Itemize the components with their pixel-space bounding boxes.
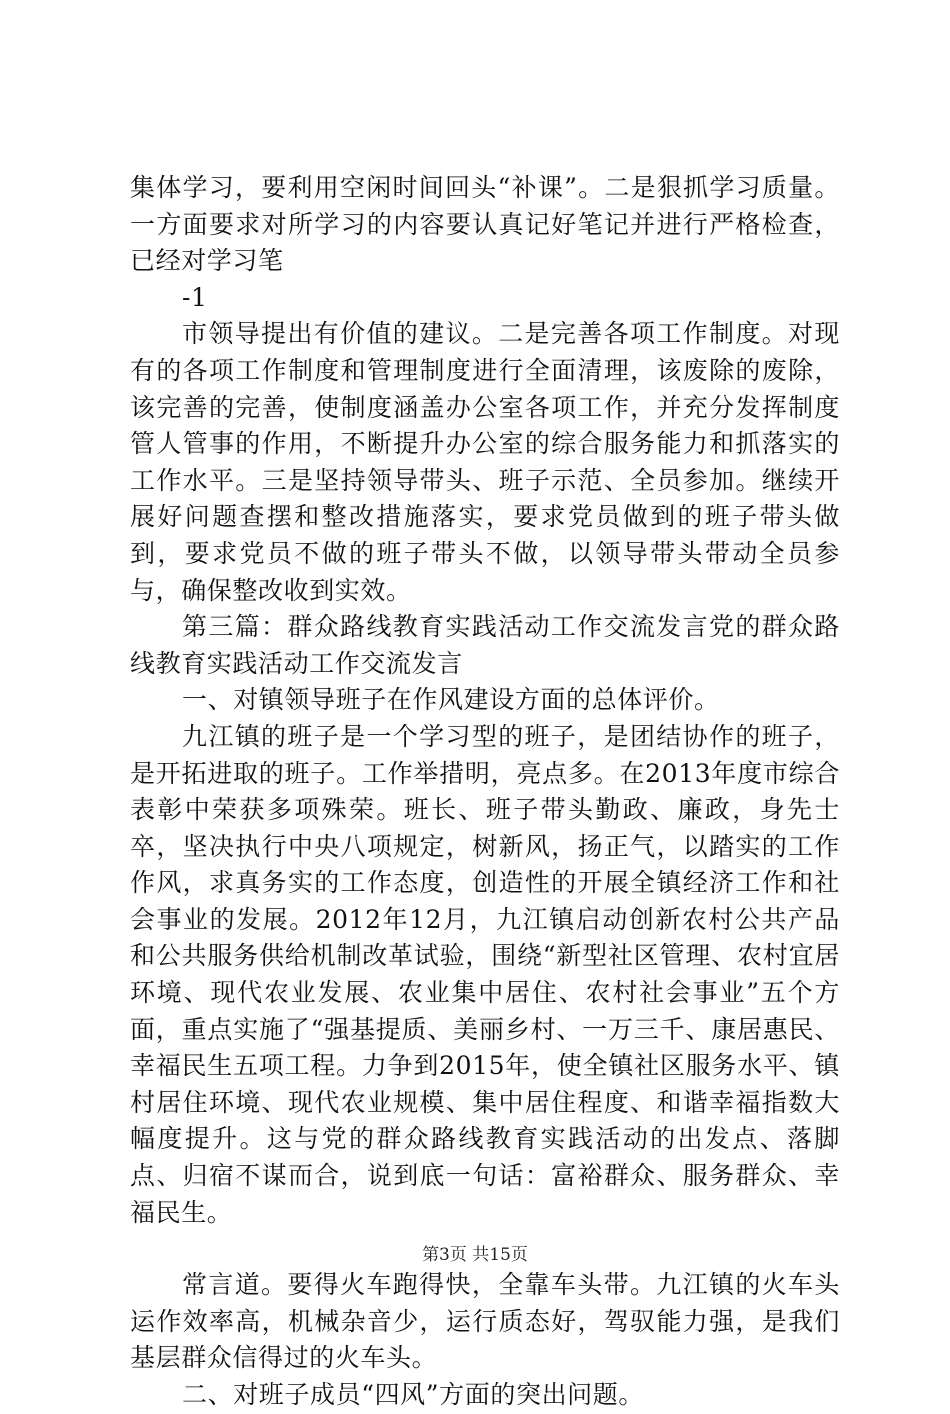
page-footer: 第3页 共15页 bbox=[422, 1245, 528, 1265]
body-text bbox=[130, 170, 840, 1414]
paragraph-1: 集体学习，要利用空闲时间回头“补课”。二是狠抓学习质量。一方面要求对所学习的内容要认真记好笔记并进行严格检查，已经对学习笔 bbox=[130, 173, 840, 276]
subheading-1: 一、对镇领导班子在作风建设方面的总体评价。 bbox=[182, 685, 720, 715]
paragraph-4: 九江镇的班子是一个学习型的班子，是团结协作的班子，是开拓进取的班子。工作举措明，亮点多。在2013年度市综合表彰中荣获多项殊荣。班长、班子带头勤政、廉政，身先士卒，坚决执行中央八项规定，树新风，扬正气，以踏实的工作作风，求真务实的工作态度，创造性的开展全镇经济工作和社会事业的发展。2012年12月，九江镇启动创新农村公共产品和公共服务供给机制改革试验，围绕“新型社区管理、农村宜居环境、现代农业发展、农业集中居住、农村社会事业”五个方面，重点实施了“强基提质、美丽乡村、一万三千、康居惠民、幸福民生五项工程。力争到2015年，使全镇社区服务水平、镇村居住环境、现代农业规模、集中居住程度、和谐幸福指数大幅度提升。这与党的群众路线教育实践活动的出发点、落脚点、归宿不谋而合，说到底一句话：富裕群众、服务群众、幸福民生。 bbox=[130, 721, 840, 1227]
paragraph-5: 常言道。要得火车跑得快，全靠车头带。九江镇的火车头运作效率高，机械杂音少，运行质态好，驾驭能力强，是我们基层群众信得过的火车头。 bbox=[130, 1270, 840, 1373]
paragraph-3: 市领导提出有价值的建议。二是完善各项工作制度。对现有的各项工作制度和管理制度进行全面清理，该废除的废除，该完善的完善，使制度涵盖办公室各项工作，并充分发挥制度管人管事的作用，不断提升办公室的综合服务能力和抓落实的工作水平。三是坚持领导带头、班子示范、全员参加。继续开展好问题查摆和整改措施落实，要求党员做到的班子带头做到，要求党员不做的班子带头不做，以领导带头带动全员参与，确保整改收到实效。 bbox=[130, 319, 840, 605]
subheading-2: 二、对班子成员“四风”方面的突出问题。 bbox=[182, 1380, 644, 1409]
section-heading: 第三篇：群众路线教育实践活动工作交流发言党的群众路线教育实践活动工作交流发言 bbox=[130, 612, 840, 678]
paragraph-2: -1 bbox=[182, 282, 208, 312]
